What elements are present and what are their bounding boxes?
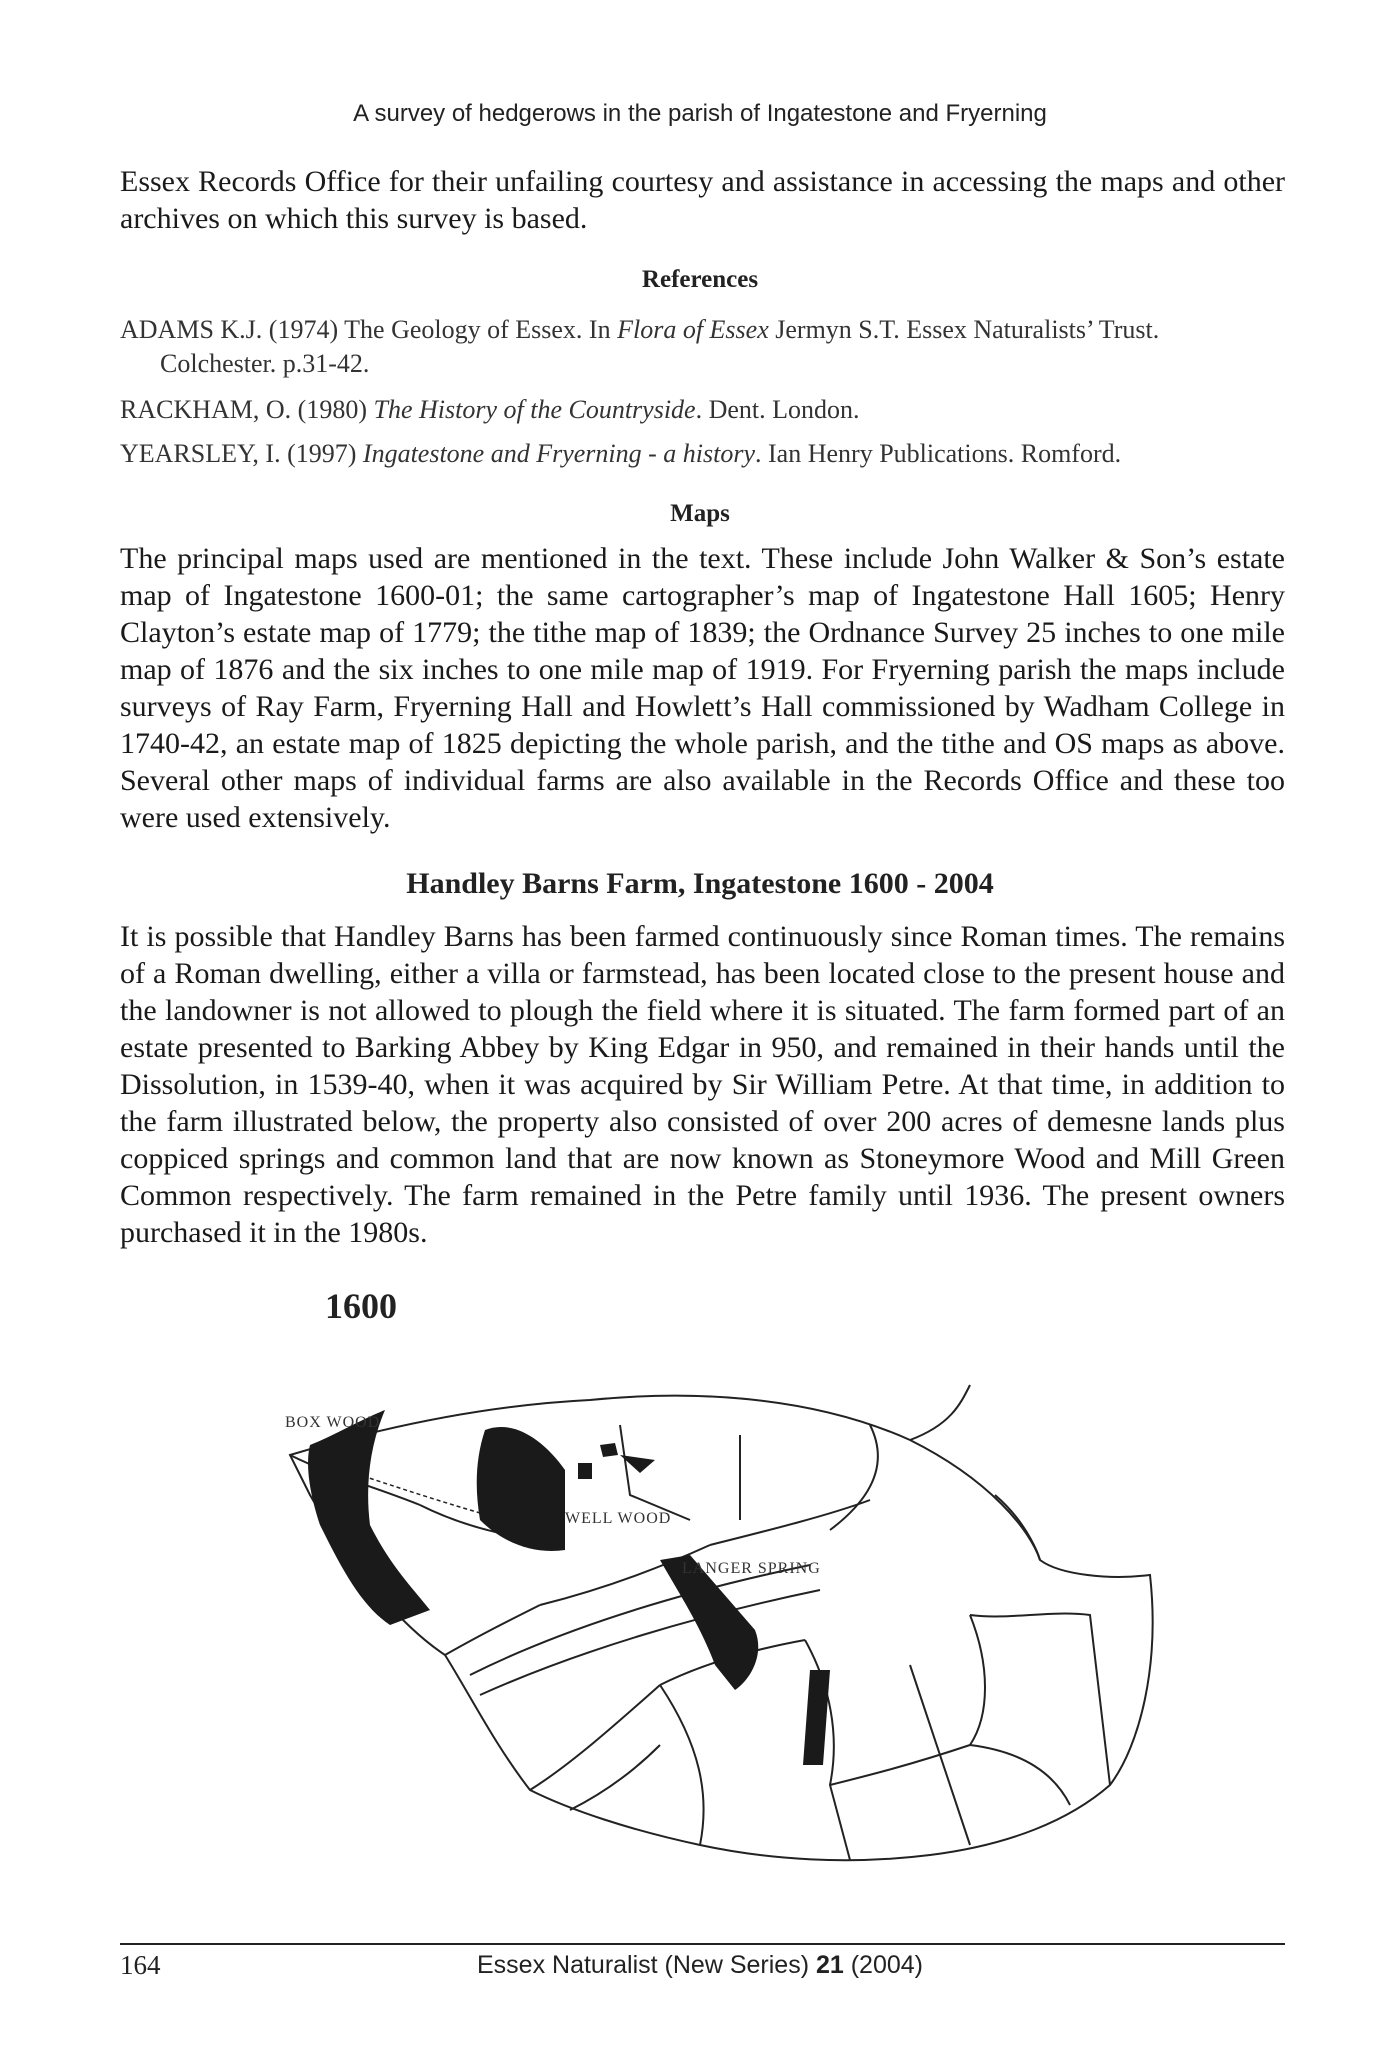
references-heading: References (641, 266, 759, 293)
farm-section-heading: Handley Barns Farm, Ingatestone 1600 - 2004 (406, 867, 994, 900)
maps-paragraph: The principal maps used are mentioned in the text. These include John Walker & Son’s estate map of Ingatestone 1600-01; the same cartographer’s map of Ingatestone Hall 1605; Henry Clayton’s estate map of 1779; the tithe map of 1839; the Ordnance Survey 25 inches to one mile map of 1876 and the six inches to one mile map of 1919. For Fryerning parish the maps include surveys of Ray Farm, Fryerning Hall and Howlett’s Hall commissioned by Wadham College in 1740-42, an estate map of 1825 depicting the whole parish, and the tithe and OS maps as above. Several other maps of individual farms are also available in the Records Office and these too were used extensively. (120, 542, 1285, 834)
box-wood-area (308, 1410, 430, 1625)
road-lines (470, 1565, 820, 1695)
reference-title: Ingatestone and Fryerning - a history (362, 439, 756, 468)
map-year-label: 1600 (325, 1286, 397, 1326)
volume-number: 21 (815, 1951, 844, 1979)
woodland-areas (308, 1410, 830, 1765)
farm-history-paragraph: It is possible that Handley Barns has been farmed continuously since Roman times. The remains of a Roman dwelling, either a villa or farmstead, has been located close to the present house and the landowner is not allowed to plough the field where it is situated. The farm formed part of an estate presented to Barking Abbey by King Edgar in 950, and remained in their hands until the Dissolution, in 1539-40, when it was acquired by Sir William Petre. At that time, in addition to the farm illustrated below, the property also consisted of over 200 acres of demesne lands plus coppiced springs and common land that are now known as Stoneymore Wood and Mill Green Common respectively. The farm remained in the Petre family until 1936. The present owners purchased it in the 1980s. (120, 920, 1285, 1249)
reference-entry-rackham: RACKHAM, O. (1980) The History of the Countryside. Dent. London. (120, 395, 860, 424)
reference-entry-adams: ADAMS K.J. (1974) The Geology of Essex. In Flora of Essex Jermyn S.T. Essex Naturalists’ Trust. Colchester. p.31-42. (120, 315, 1160, 378)
footer-rule (120, 1943, 1285, 1945)
journal-citation: Essex Naturalist (New Series) 21 (2004) (476, 1951, 923, 1979)
maps-heading: Maps (670, 500, 730, 527)
well-wood-area (477, 1427, 565, 1551)
reference-title: Flora of Essex (617, 315, 769, 344)
building-block (600, 1443, 618, 1457)
narrow-wood-strip (803, 1670, 830, 1765)
handley-barns-1600-map (270, 1365, 1170, 1885)
langer-spring-label: LANGER SPRING (682, 1560, 821, 1577)
reference-entry-yearsley: YEARSLEY, I. (1997) Ingatestone and Fryerning - a history. Ian Henry Publications. Romford. (120, 439, 1122, 468)
well-wood-label: WELL WOOD (565, 1510, 672, 1527)
box-wood-label: BOX WOOD (285, 1414, 381, 1431)
building-square (578, 1463, 592, 1479)
reference-title: The History of the Countryside (373, 395, 696, 424)
acknowledgement-paragraph: Essex Records Office for their unfailing courtesy and assistance in accessing the maps and other archives on which this survey is based. (120, 165, 1285, 235)
running-title: A survey of hedgerows in the parish of Ingatestone and Fryerning (353, 100, 1047, 127)
page-number: 164 (120, 1950, 161, 1980)
